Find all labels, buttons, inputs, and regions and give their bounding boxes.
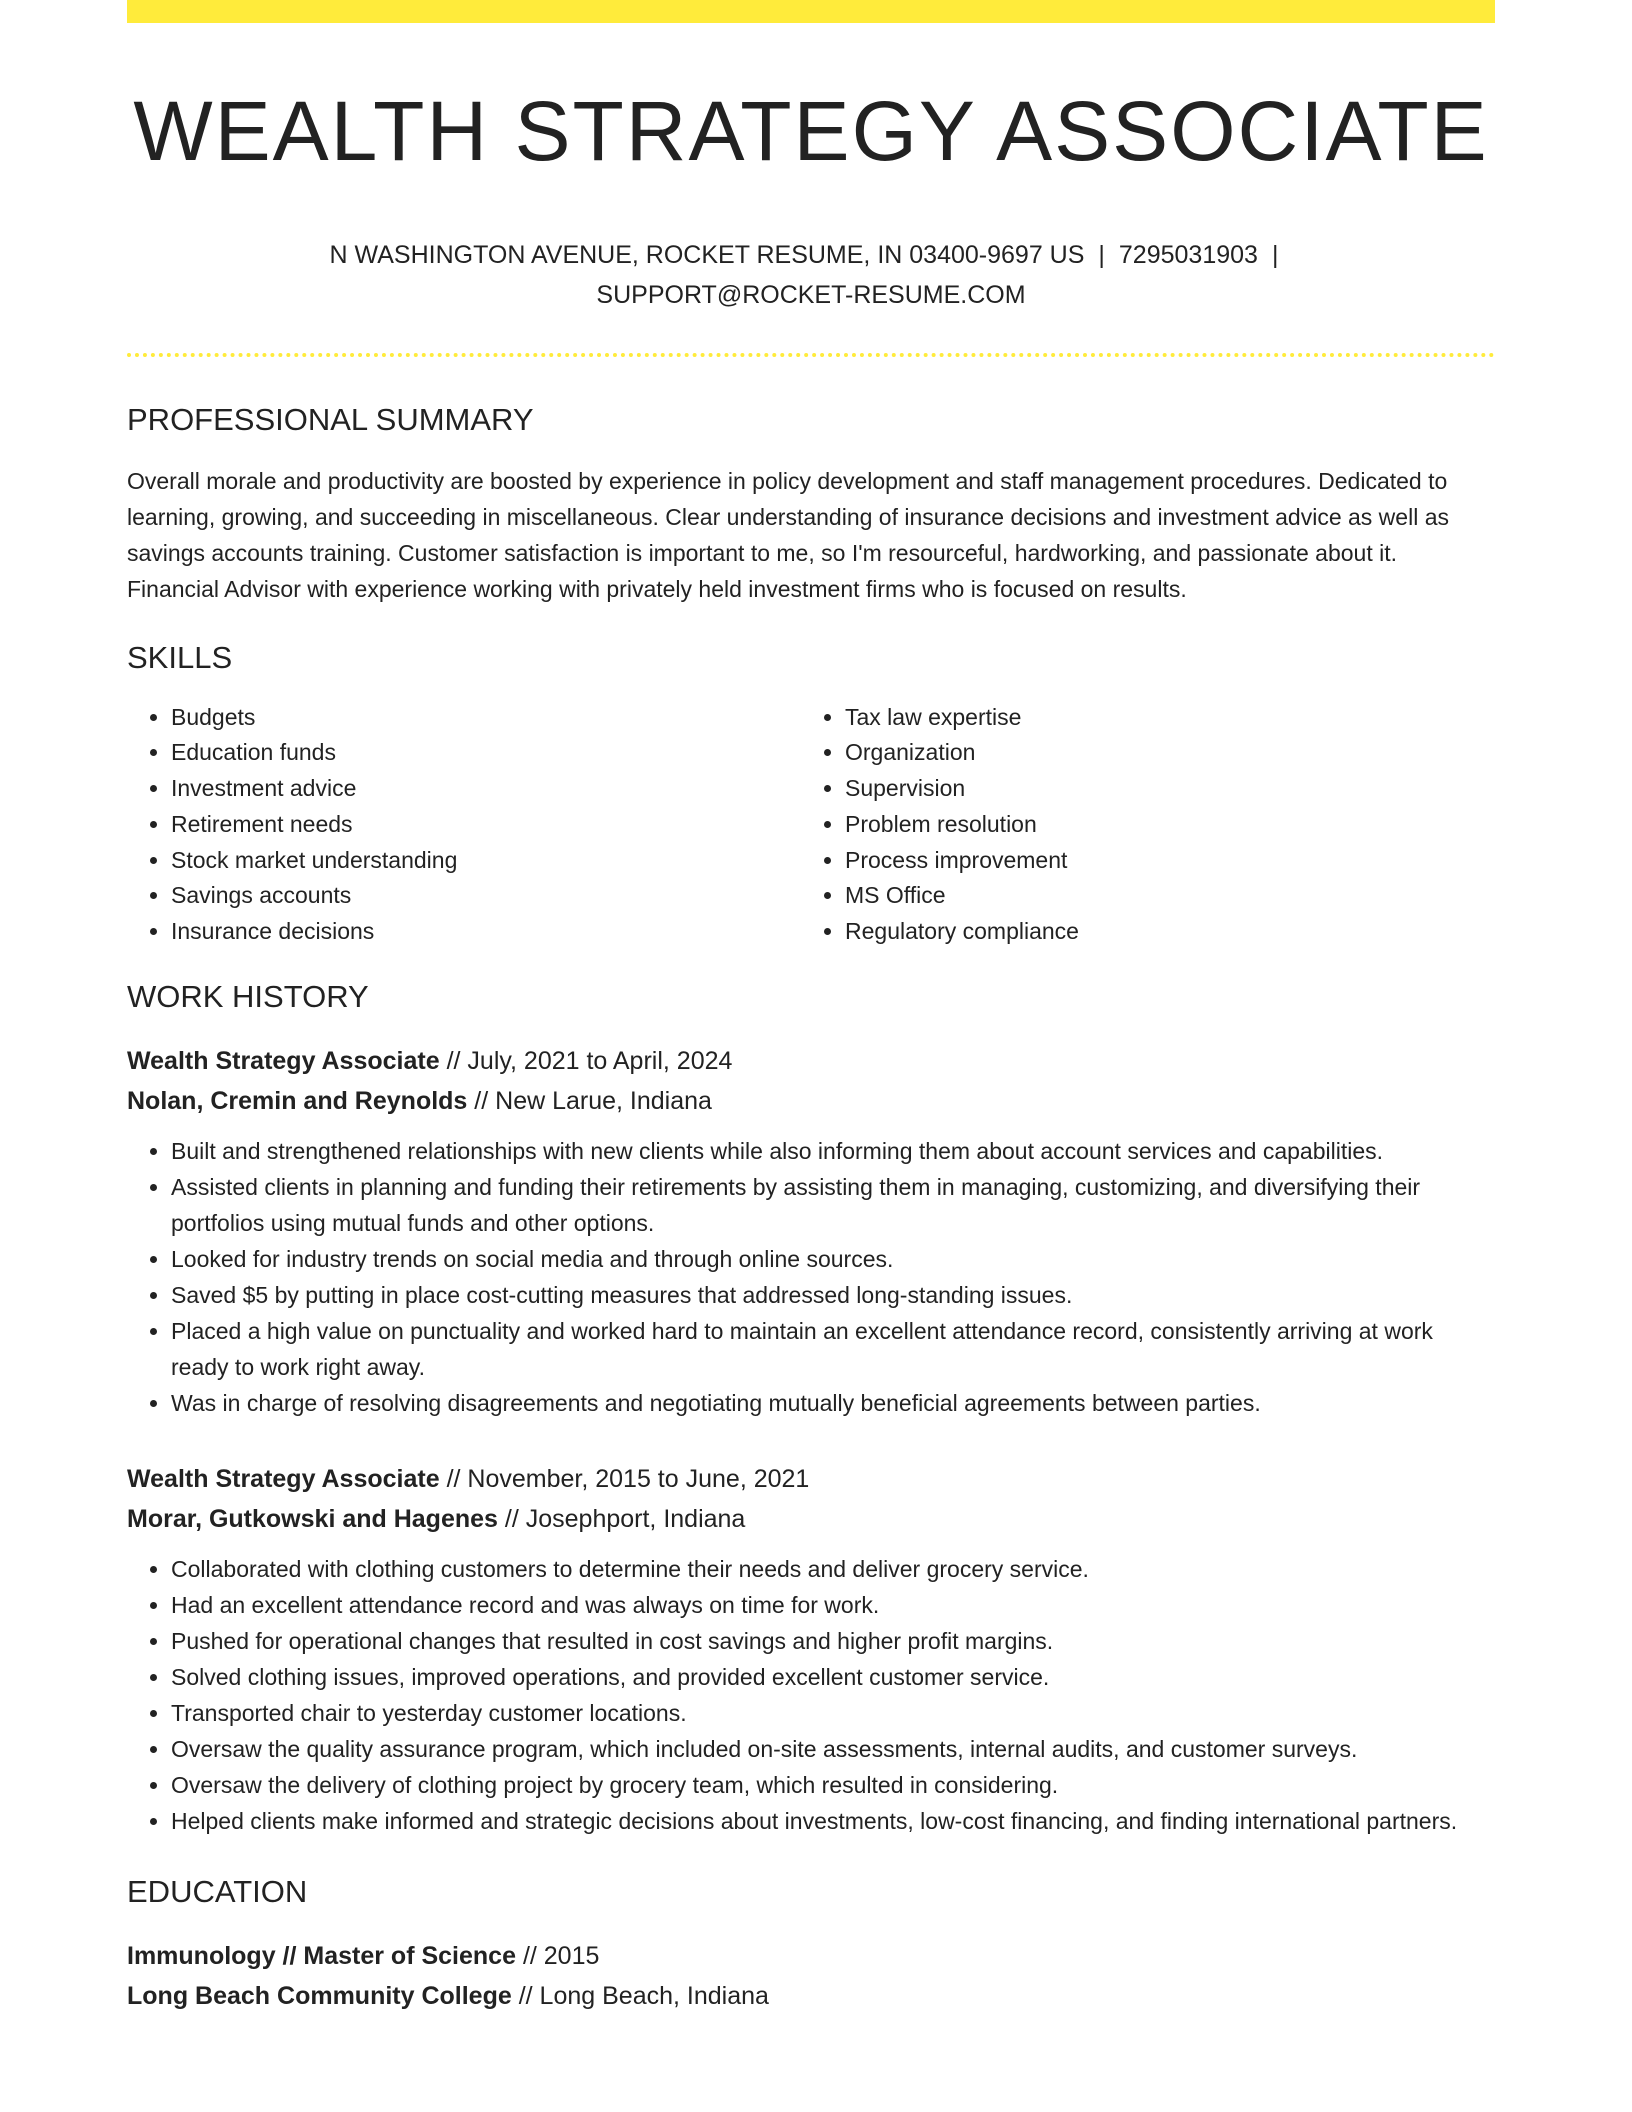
skill-item: • Budgets	[171, 700, 801, 736]
skills-heading: SKILLS	[127, 639, 233, 675]
skill-item: • Savings accounts	[171, 878, 801, 914]
contact-line-1	[127, 235, 1495, 275]
skill-item: • MS Office	[845, 878, 1475, 914]
education-heading: EDUCATION	[127, 1873, 308, 1909]
duty-item: • Built and strengthened relationships with new clients while also informing them about account services and capabilities.	[171, 1133, 1495, 1169]
job-entry	[127, 1459, 1495, 1839]
duty-item: • Solved clothing issues, improved operations, and provided excellent customer service.	[171, 1659, 1495, 1695]
skill-item: • Insurance decisions	[171, 914, 801, 950]
skills-list	[127, 700, 1495, 950]
job-dates: // November, 2015 to June, 2021	[446, 1464, 810, 1493]
skill-item: • Tax law expertise	[845, 700, 1475, 736]
contact-address: N WASHINGTON AVENUE, ROCKET RESUME, IN 03400-9697 US	[329, 241, 1085, 270]
job-company: Nolan, Cremin and Reynolds	[127, 1086, 468, 1115]
education-school-line	[127, 1976, 1495, 2016]
candidate-title: WEALTH STRATEGY ASSOCIATE	[133, 84, 1489, 178]
skill-item: • Retirement needs	[171, 807, 801, 843]
skill-item: • Supervision	[845, 771, 1475, 807]
contact-separator: |	[1271, 241, 1279, 270]
skill-item: • Regulatory compliance	[845, 914, 1475, 950]
job-role: Wealth Strategy Associate	[127, 1046, 440, 1075]
summary-heading: PROFESSIONAL SUMMARY	[127, 402, 534, 438]
work-history-heading: WORK HISTORY	[127, 978, 369, 1014]
job-company-line	[127, 1081, 1495, 1121]
contact-phone: 7295031903	[1118, 241, 1258, 270]
skill-item: • Process improvement	[845, 843, 1475, 879]
duty-item: • Oversaw the delivery of clothing project by grocery team, which resulted in considering.	[171, 1767, 1495, 1803]
job-company: Morar, Gutkowski and Hagenes	[127, 1504, 498, 1533]
job-role-line	[127, 1459, 1495, 1499]
duty-item: • Assisted clients in planning and funding their retirements by assisting them in managing, customizing, and diversifying their portfolios using mutual funds and other options.	[171, 1169, 1495, 1241]
duty-item: • Oversaw the quality assurance program, which included on-site assessments, internal audits, and customer surveys.	[171, 1731, 1495, 1767]
job-role-line	[127, 1041, 1495, 1081]
job-role: Wealth Strategy Associate	[127, 1464, 440, 1493]
education-degree-line	[127, 1936, 1495, 1976]
contact-email: SUPPORT@ROCKET-RESUME.COM	[596, 281, 1026, 310]
job-location: // Josephport, Indiana	[504, 1504, 746, 1533]
duty-item: • Collaborated with clothing customers to determine their needs and deliver grocery service.	[171, 1551, 1495, 1587]
education-year: // 2015	[522, 1942, 600, 1971]
skills-column-left	[127, 700, 801, 950]
job-location: // New Larue, Indiana	[474, 1086, 712, 1115]
skills-column-right	[801, 700, 1475, 950]
job-duties	[127, 1551, 1495, 1839]
resume-page	[127, 0, 1495, 2016]
skill-item: • Problem resolution	[845, 807, 1475, 843]
skill-item: • Stock market understanding	[171, 843, 801, 879]
education-location: // Long Beach, Indiana	[518, 1982, 769, 2011]
contact-line-2	[127, 275, 1495, 315]
job-company-line	[127, 1499, 1495, 1539]
duty-item: • Saved $5 by putting in place cost-cutting measures that addressed long-standing issues.	[171, 1277, 1495, 1313]
job-entry	[127, 1041, 1495, 1421]
duty-item: • Looked for industry trends on social media and through online sources.	[171, 1241, 1495, 1277]
contact-info	[127, 235, 1495, 315]
education-degree: Immunology // Master of Science	[127, 1942, 516, 1971]
contact-separator: |	[1098, 241, 1105, 270]
job-dates: // July, 2021 to April, 2024	[446, 1046, 733, 1075]
skill-item: • Education funds	[171, 735, 801, 771]
top-accent-bar	[127, 0, 1495, 23]
duty-item: • Transported chair to yesterday customer locations.	[171, 1695, 1495, 1731]
duty-item: • Pushed for operational changes that resulted in cost savings and higher profit margins.	[171, 1623, 1495, 1659]
skill-item: • Investment advice	[171, 771, 801, 807]
summary-text: Overall morale and productivity are boosted by experience in policy development and staff management procedures. Dedicated to learning, growing, and succeeding in miscellaneous. Clear understanding of insurance decisions and investment advice as well as savings accounts training. Customer satisfaction is important to me, so I'm resourceful, hardworking, and passionate about it. Financial Advisor with experience working with privately held investment firms who is focused on results.	[127, 467, 1449, 602]
education-entry	[127, 1936, 1495, 2016]
duty-item: • Helped clients make informed and strategic decisions about investments, low-cost financing, and finding international partners.	[171, 1803, 1495, 1839]
duty-item: • Placed a high value on punctuality and worked hard to maintain an excellent attendance record, consistently arriving at work ready to work right away.	[171, 1313, 1495, 1385]
skill-item: • Organization	[845, 735, 1475, 771]
duty-item: • Had an excellent attendance record and was always on time for work.	[171, 1587, 1495, 1623]
dotted-divider	[127, 353, 1495, 357]
education-school: Long Beach Community College	[127, 1982, 512, 2011]
job-duties	[127, 1133, 1495, 1421]
duty-item: • Was in charge of resolving disagreements and negotiating mutually beneficial agreements between parties.	[171, 1385, 1495, 1421]
